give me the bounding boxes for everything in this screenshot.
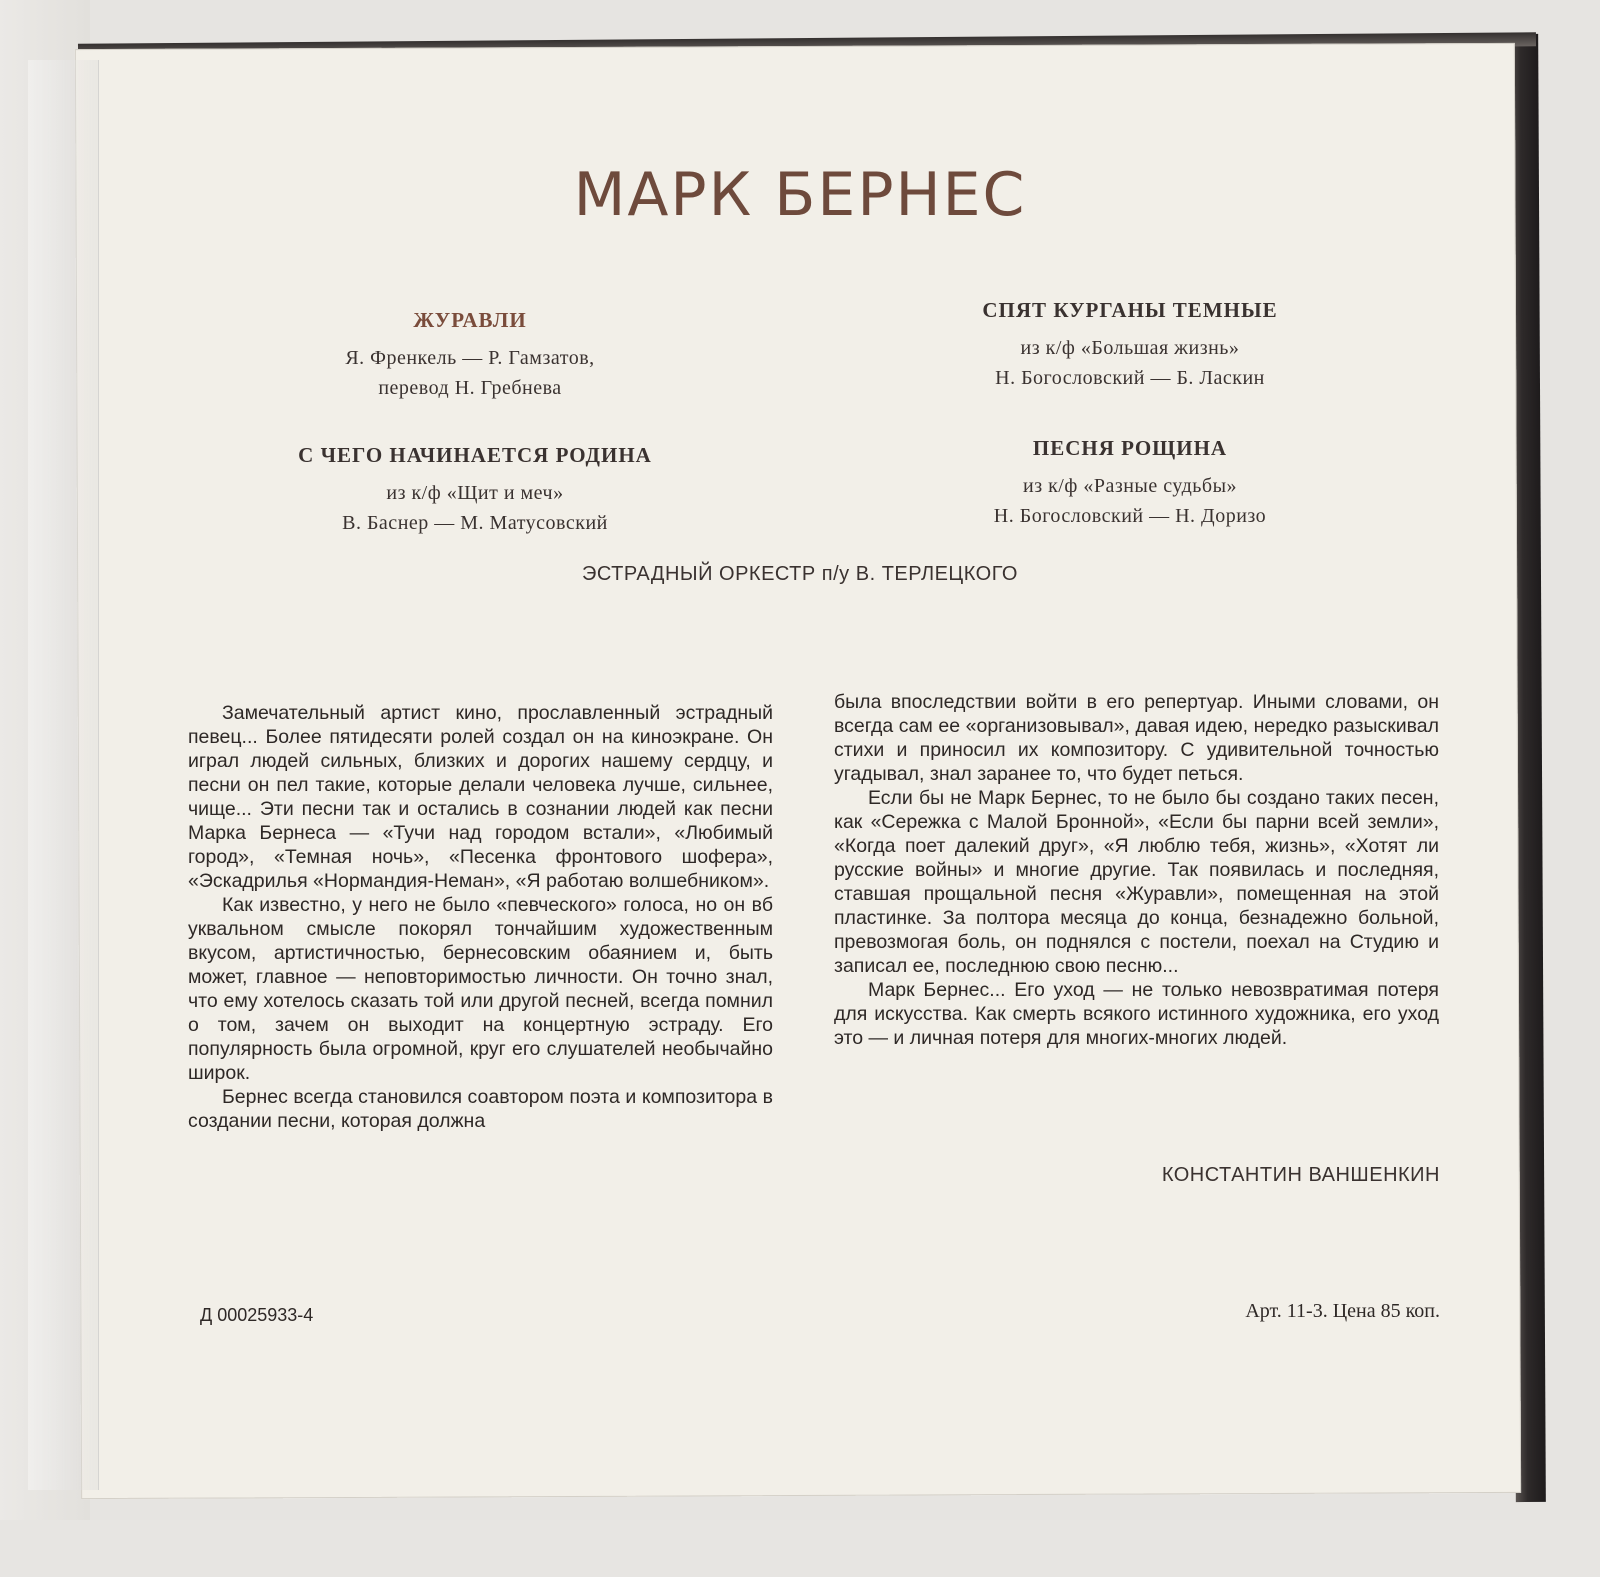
essay-paragraph: была впоследствии войти в его репертуар. Иными словами, он всегда сам ее «организовывал», давая идею, нередко разыскивал стихи и приносил их композитору. С удивительной точностью угадывал, знал заранее то, что будет петься. <box>834 691 1439 785</box>
song-block-4 <box>930 436 1330 531</box>
song-block-3 <box>930 298 1330 393</box>
essay-paragraph: Марк Бернес... Его уход — не только невозвратимая потеря для искусства. Как смерть всякого истинного художника, его уход это — и личная потеря для многих-многих людей. <box>834 979 1439 1049</box>
song-credit: Н. Богословский — Б. Ласкин <box>995 367 1265 389</box>
song-title: С ЧЕГО НАЧИНАЕТСЯ РОДИНА <box>298 443 652 467</box>
orchestra-credit: ЭСТРАДНЫЙ ОРКЕСТР п/у В. ТЕРЛЕЦКОГО <box>582 563 1018 585</box>
plastic-wrap <box>28 60 99 1490</box>
backdrop-bottom <box>0 1520 1600 1577</box>
album-artist-title: МАРК БЕРНЕС <box>573 160 1027 230</box>
essay-author: КОНСТАНТИН ВАНШЕНКИН <box>1161 1164 1440 1186</box>
song-credit: из к/ф «Разные судьбы» <box>1022 475 1238 497</box>
song-credit: В. Баснер — М. Матусовский <box>342 512 608 534</box>
song-credit: из к/ф «Большая жизнь» <box>1020 337 1240 359</box>
song-title: ЖУРАВЛИ <box>413 308 527 332</box>
essay-column-right <box>834 690 1439 1050</box>
song-credit: Я. Френкель — Р. Гамзатов, <box>345 347 595 369</box>
song-credit: перевод Н. Гребнева <box>378 377 562 399</box>
song-title: ПЕСНЯ РОЩИНА <box>1032 436 1228 460</box>
song-credit: Н. Богословский — Н. Доризо <box>993 505 1267 527</box>
song-block-2 <box>255 443 695 538</box>
essay-paragraph: Замечательный артист кино, прославленный эстрадный певец... Более пятидесяти ролей создал он на киноэкране. Он играл людей сильных, близких и дорогих нашему сердцу, и песни он пел такие, которые делали человека лучше, сильнее, чище... Эти песни так и остались в сознании людей как песни Марка Бернеса — «Тучи над городом встали», «Любимый город», «Темная ночь», «Песенка фронтового шофера», «Эскадрилья «Нормандия-Неман», «Я работаю волшебником». <box>188 702 773 892</box>
essay-paragraph: Как известно, у него не было «певческого» голоса, но он вб уквальном смысле покорял тончайшим художественным вкусом, артистичностью, бернесовским обаянием и, быть может, главное — неповторимостью личности. Он точно знал, что ему хотелось сказать той или другой песней, всегда помнил о том, зачем он выходит на концертную эстраду. Его популярность была огромной, круг его слушателей необычайно широк. <box>188 894 773 1084</box>
essay-paragraph: Если бы не Марк Бернес, то не было бы создано таких песен, как «Сережка с Малой Бронной», «Если бы парни всей земли», «Когда поет далекий друг», «Я люблю тебя, жизнь», «Хотят ли русские войны» и многие другие. Так появилась и последняя, ставшая прощальной песня «Журавли», помещенная на этой пластинке. За полтора месяца до конца, безнадежно больной, превозмогая боль, он поднялся с постели, поехал на Студию и записал ее, последнюю свою песню... <box>834 787 1439 977</box>
catalog-number: Д 00025933-4 <box>200 1305 314 1325</box>
essay-paragraph: Бернес всегда становился соавтором поэта и композитора в создании песни, которая должна <box>188 1086 773 1132</box>
price-label: Арт. 11-3. Цена 85 коп. <box>1245 1300 1440 1322</box>
essay-column-left <box>188 701 773 1133</box>
song-title: СПЯТ КУРГАНЫ ТЕМНЫЕ <box>982 298 1278 322</box>
song-credit: из к/ф «Щит и меч» <box>386 482 564 504</box>
song-block-1 <box>300 308 640 403</box>
